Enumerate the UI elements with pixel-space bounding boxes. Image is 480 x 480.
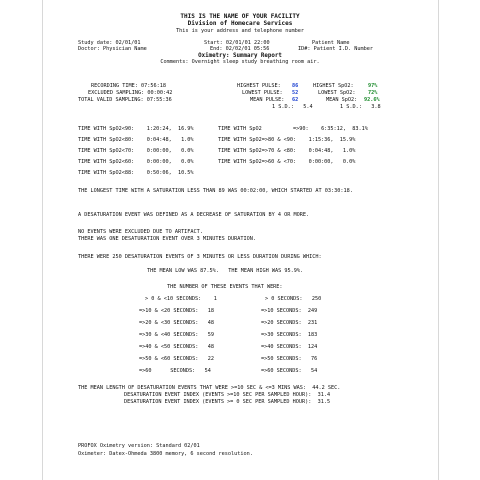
doctor-name: Doctor: Physician Name	[78, 46, 147, 52]
patient-id: ID#: Patient I.D. Number	[298, 46, 373, 52]
lowest-pulse-value: 52	[292, 90, 299, 96]
mean-spo2-value: 92.6%	[364, 97, 380, 103]
report-title: Oximetry: Summary Report	[198, 53, 282, 59]
events-250-note: THERE WERE 250 DESATURATION EVENTS OF 3 MINUTES OR LESS DURATION DURING WHICH:	[78, 254, 322, 260]
event-row-left: =>40 & <50 SECONDS: 48	[139, 344, 214, 350]
event-row-left: =>20 & <30 SECONDS: 48	[139, 320, 214, 326]
study-date: Study date: 02/01/01	[78, 40, 141, 46]
desat-index-0: DESATURATION EVENT INDEX (EVENTS >= 0 SEC PER SAMPLED HOUR): 31.5	[124, 399, 331, 405]
oximeter-info: Oximeter: Datex-Ohmeda 3800 memory, 6 second resolution.	[78, 451, 253, 457]
division-name: Division of Homecare Services	[187, 20, 293, 27]
time-with-left: TIME WITH SpO2<80: 0:04:48, 1.0%	[78, 137, 194, 143]
no-events-excluded: NO EVENTS WERE EXCLUDED DUE TO ARTIFACT.	[78, 229, 203, 235]
patient-name: Patient Name	[312, 40, 350, 46]
lowest-pulse-label: LOWEST PULSE:	[242, 90, 283, 96]
lowest-spo2-label: LOWEST SpO2:	[318, 90, 356, 96]
event-row-right: > 0 SECONDS: 250	[265, 296, 322, 302]
event-row-left: > 0 & <10 SECONDS: 1	[145, 296, 217, 302]
pulse-sd: 1 S.D.: 5.4	[272, 104, 313, 110]
event-row-left: =>50 & <60 SECONDS: 22	[139, 356, 214, 362]
event-row-right: =>40 SECONDS: 124	[261, 344, 318, 350]
event-row-right: =>50 SECONDS: 76	[261, 356, 318, 362]
study-end: End: 02/02/01 05:56	[210, 46, 270, 52]
highest-spo2-label: HIGHEST SpO2:	[313, 83, 354, 89]
time-with-left: TIME WITH SpO2<90: 1:20:24, 16.9%	[78, 126, 194, 132]
facility-address: This is your address and telephone number	[175, 28, 305, 34]
report-comments: Comments: Overnight sleep study breathing room air.	[160, 59, 320, 65]
mean-pulse-value: 62	[292, 97, 299, 103]
desat-index-10: DESATURATION EVENT INDEX (EVENTS >=10 SEC PER SAMPLED HOUR): 31.4	[124, 392, 331, 398]
mean-low-high: THE MEAN LOW WAS 87.5%. THE MEAN HIGH WAS 95.9%.	[147, 268, 304, 274]
mean-pulse-label: MEAN PULSE:	[250, 97, 285, 103]
event-row-left: =>30 & <40 SECONDS: 59	[139, 332, 214, 338]
longest-saturation-note: THE LONGEST TIME WITH A SATURATION LESS THAN 89 WAS 00:02:00, WHICH STARTED AT 03:30:18.	[78, 188, 353, 194]
event-row-right: =>20 SECONDS: 231	[261, 320, 318, 326]
desaturation-definition: A DESATURATION EVENT WAS DEFINED AS A DECREASE OF SATURATION BY 4 OR MORE.	[78, 212, 310, 218]
highest-pulse-value: 86	[292, 83, 299, 89]
time-with-left: TIME WITH SpO2<88: 0:50:06, 10.5%	[78, 170, 194, 176]
one-event-note: THERE WAS ONE DESATURATION EVENT OVER 3 MINUTES DURATION.	[78, 236, 257, 242]
right-margin-line	[438, 0, 439, 480]
excluded-sampling: EXCLUDED SAMPLING: 00:00:42	[88, 90, 173, 96]
highest-spo2-value: 97%	[368, 83, 378, 89]
study-start: Start: 02/01/01 22:00	[204, 40, 270, 46]
time-with-left: TIME WITH SpO2<70: 0:00:00, 0.0%	[78, 148, 194, 154]
left-margin-line	[42, 0, 43, 480]
event-row-left: =>60 SECONDS: 54	[139, 368, 211, 374]
mean-spo2-label: MEAN SpO2:	[326, 97, 358, 103]
mean-length-note: THE MEAN LENGTH OF DESATURATION EVENTS THAT WERE >=10 SEC & <=3 MINS WAS: 44.2 SEC.	[78, 385, 341, 391]
recording-time: RECORDING TIME: 07:56:18	[91, 83, 166, 89]
time-with-right: TIME WITH SpO2 =>90: 6:35:12, 83.1%	[218, 126, 368, 132]
number-heading: THE NUMBER OF THESE EVENTS THAT WERE:	[167, 284, 283, 290]
spo2-sd: 1 S.D.: 3.8	[340, 104, 381, 110]
lowest-spo2-value: 72%	[368, 90, 378, 96]
time-with-right: TIME WITH SpO2=>60 & <70: 0:00:00, 0.0%	[218, 159, 356, 165]
event-row-right: =>30 SECONDS: 183	[261, 332, 318, 338]
total-valid-sampling: TOTAL VALID SAMPLING: 07:55:36	[78, 97, 172, 103]
time-with-right: TIME WITH SpO2=>80 & <90: 1:15:36, 15.9%	[218, 137, 356, 143]
event-row-left: =>10 & <20 SECONDS: 18	[139, 308, 214, 314]
time-with-right: TIME WITH SpO2=>70 & <80: 0:04:48, 1.0%	[218, 148, 356, 154]
facility-name: THIS IS THE NAME OF YOUR FACILITY	[180, 13, 300, 20]
highest-pulse-label: HIGHEST PULSE:	[237, 83, 281, 89]
event-row-right: =>60 SECONDS: 54	[261, 368, 318, 374]
time-with-left: TIME WITH SpO2<60: 0:00:00, 0.0%	[78, 159, 194, 165]
software-version: PROFOX Oximetry version: Standard 02/01	[78, 443, 200, 449]
event-row-right: =>10 SECONDS: 249	[261, 308, 318, 314]
